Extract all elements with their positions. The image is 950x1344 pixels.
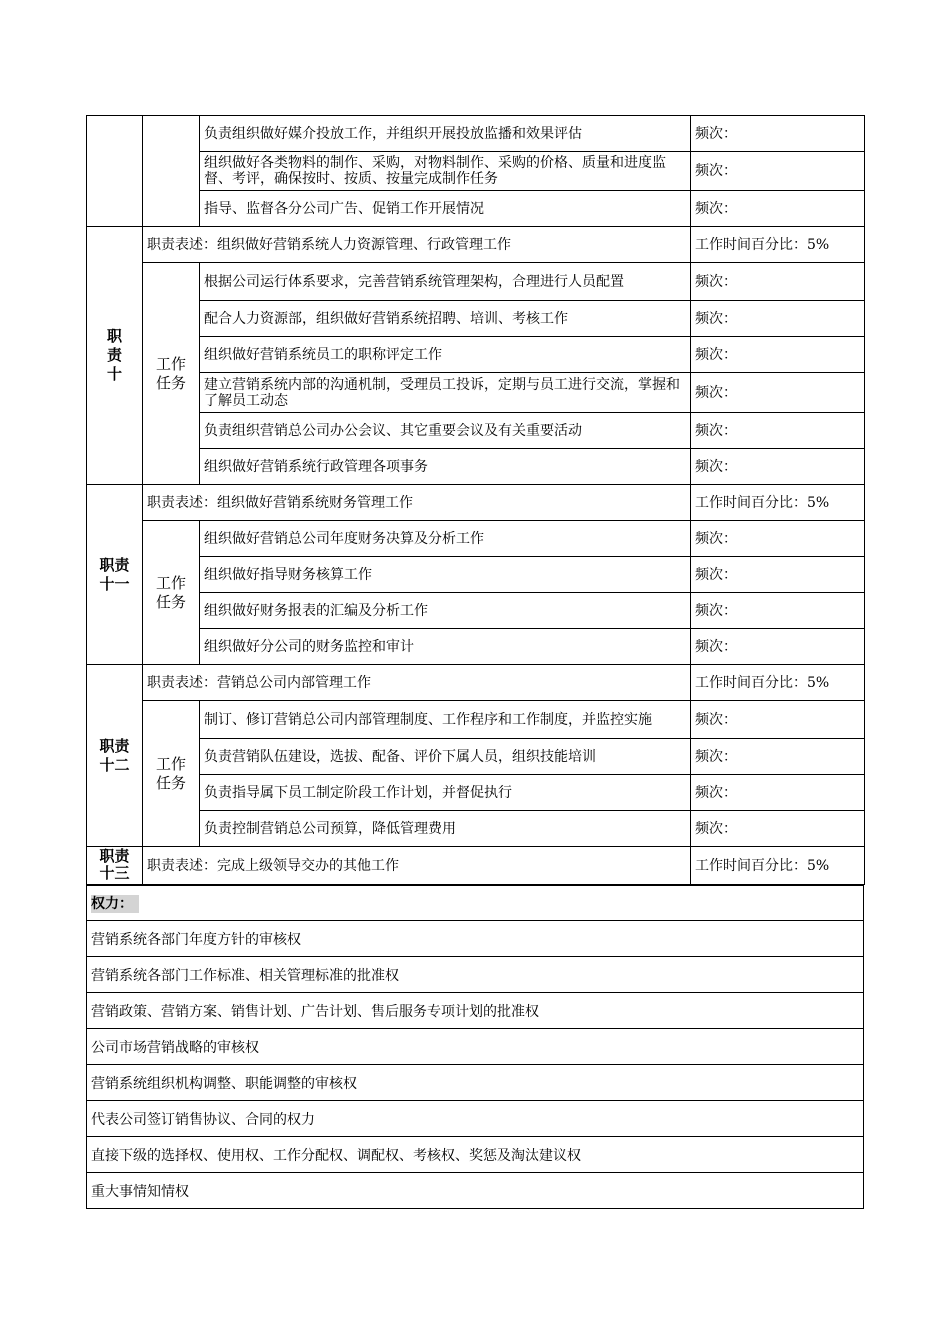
task-text: 组织做好营销系统行政管理各项事务 bbox=[200, 449, 691, 485]
table-row bbox=[87, 485, 865, 521]
table-row bbox=[87, 957, 864, 993]
duty-table bbox=[86, 115, 865, 885]
table-row bbox=[87, 373, 865, 413]
duty-description: 职责表述：营销总公司内部管理工作 bbox=[143, 665, 691, 701]
duty-label-cell bbox=[87, 116, 143, 227]
powers-table bbox=[86, 884, 864, 1209]
work-time-percent: 工作时间百分比：5% bbox=[691, 665, 865, 701]
duty-label bbox=[87, 227, 143, 485]
power-item: 重大事情知情权 bbox=[87, 1173, 864, 1209]
table-row bbox=[87, 847, 865, 885]
task-frequency: 频次： bbox=[691, 811, 865, 847]
task-text: 组织做好营销总公司年度财务决算及分析工作 bbox=[200, 521, 691, 557]
task-label-text: 工作任务 bbox=[155, 754, 186, 792]
table-row bbox=[87, 116, 865, 152]
task-text: 组织做好指导财务核算工作 bbox=[200, 557, 691, 593]
sub-label-cell bbox=[143, 116, 200, 227]
task-frequency: 频次： bbox=[691, 263, 865, 301]
table-row bbox=[87, 263, 865, 301]
task-frequency: 频次： bbox=[691, 701, 865, 739]
task-frequency: 频次： bbox=[691, 301, 865, 337]
table-row bbox=[87, 1065, 864, 1101]
table-row bbox=[87, 775, 865, 811]
powers-heading: 权力： bbox=[91, 895, 139, 913]
task-frequency: 频次： bbox=[691, 775, 865, 811]
job-description-sheet bbox=[86, 115, 864, 1209]
table-row bbox=[87, 557, 865, 593]
power-item: 营销系统各部门年度方针的审核权 bbox=[87, 921, 864, 957]
task-frequency: 频次： bbox=[691, 373, 865, 413]
table-row bbox=[87, 191, 865, 227]
duty-label-text: 职责十二 bbox=[99, 736, 130, 774]
task-text: 负责组织营销总公司办公会议、其它重要会议及有关重要活动 bbox=[200, 413, 691, 449]
table-row bbox=[87, 301, 865, 337]
task-text: 指导、监督各分公司广告、促销工作开展情况 bbox=[200, 191, 691, 227]
duty-description: 职责表述：完成上级领导交办的其他工作 bbox=[143, 847, 691, 885]
task-text: 负责营销队伍建设，选拔、配备、评价下属人员，组织技能培训 bbox=[200, 739, 691, 775]
power-item: 营销系统各部门工作标准、相关管理标准的批准权 bbox=[87, 957, 864, 993]
task-label-text: 工作任务 bbox=[155, 573, 186, 611]
duty-label-text: 职责十一 bbox=[99, 555, 130, 593]
task-label bbox=[143, 521, 200, 665]
task-text: 组织做好各类物料的制作、采购，对物料制作、采购的价格、质量和进度监督、考评，确保按时、按质、按量完成制作任务 bbox=[200, 152, 691, 191]
power-item: 营销政策、营销方案、销售计划、广告计划、售后服务专项计划的批准权 bbox=[87, 993, 864, 1029]
power-item: 代表公司签订销售协议、合同的权力 bbox=[87, 1101, 864, 1137]
task-frequency: 频次： bbox=[691, 116, 865, 152]
task-text: 配合人力资源部，组织做好营销系统招聘、培训、考核工作 bbox=[200, 301, 691, 337]
task-label bbox=[143, 701, 200, 847]
power-item: 直接下级的选择权、使用权、工作分配权、调配权、考核权、奖惩及淘汰建议权 bbox=[87, 1137, 864, 1173]
task-frequency: 频次： bbox=[691, 557, 865, 593]
task-text: 组织做好营销系统员工的职称评定工作 bbox=[200, 337, 691, 373]
task-text: 负责指导属下员工制定阶段工作计划，并督促执行 bbox=[200, 775, 691, 811]
work-time-percent: 工作时间百分比：5% bbox=[691, 485, 865, 521]
task-frequency: 频次： bbox=[691, 337, 865, 373]
table-row bbox=[87, 1137, 864, 1173]
table-row bbox=[87, 152, 865, 191]
task-frequency: 频次： bbox=[691, 629, 865, 665]
task-frequency: 频次： bbox=[691, 191, 865, 227]
table-row bbox=[87, 337, 865, 373]
table-row bbox=[87, 701, 865, 739]
power-item: 营销系统组织机构调整、职能调整的审核权 bbox=[87, 1065, 864, 1101]
table-row bbox=[87, 629, 865, 665]
table-row bbox=[87, 921, 864, 957]
table-row bbox=[87, 739, 865, 775]
task-text: 制订、修订营销总公司内部管理制度、工作程序和工作制度，并监控实施 bbox=[200, 701, 691, 739]
duty-label bbox=[87, 847, 143, 885]
task-frequency: 频次： bbox=[691, 413, 865, 449]
table-row bbox=[87, 993, 864, 1029]
powers-heading-cell bbox=[87, 885, 864, 921]
task-frequency: 频次： bbox=[691, 152, 865, 191]
power-item: 公司市场营销战略的审核权 bbox=[87, 1029, 864, 1065]
task-text: 建立营销系统内部的沟通机制，受理员工投诉，定期与员工进行交流，掌握和了解员工动态 bbox=[200, 373, 691, 413]
task-text: 负责控制营销总公司预算，降低管理费用 bbox=[200, 811, 691, 847]
task-label bbox=[143, 263, 200, 485]
table-row bbox=[87, 593, 865, 629]
task-frequency: 频次： bbox=[691, 739, 865, 775]
table-row bbox=[87, 1173, 864, 1209]
table-row bbox=[87, 413, 865, 449]
table-row bbox=[87, 1101, 864, 1137]
task-frequency: 频次： bbox=[691, 593, 865, 629]
table-row bbox=[87, 665, 865, 701]
duty-label bbox=[87, 485, 143, 665]
table-row bbox=[87, 449, 865, 485]
task-text: 组织做好分公司的财务监控和审计 bbox=[200, 629, 691, 665]
table-row bbox=[87, 885, 864, 921]
table-row bbox=[87, 1029, 864, 1065]
table-row bbox=[87, 227, 865, 263]
table-row bbox=[87, 521, 865, 557]
duty-label bbox=[87, 665, 143, 847]
duty-description: 职责表述：组织做好营销系统财务管理工作 bbox=[143, 485, 691, 521]
task-text: 负责组织做好媒介投放工作，并组织开展投放监播和效果评估 bbox=[200, 116, 691, 152]
task-frequency: 频次： bbox=[691, 449, 865, 485]
work-time-percent: 工作时间百分比：5% bbox=[691, 227, 865, 263]
table-row bbox=[87, 811, 865, 847]
task-label-text: 工作任务 bbox=[155, 354, 186, 392]
duty-label-text: 职责十三 bbox=[99, 847, 130, 882]
duty-label-text: 职责十 bbox=[106, 327, 122, 383]
duty-description: 职责表述：组织做好营销系统人力资源管理、行政管理工作 bbox=[143, 227, 691, 263]
work-time-percent: 工作时间百分比：5% bbox=[691, 847, 865, 885]
task-text: 组织做好财务报表的汇编及分析工作 bbox=[200, 593, 691, 629]
task-text: 根据公司运行体系要求，完善营销系统管理架构，合理进行人员配置 bbox=[200, 263, 691, 301]
task-frequency: 频次： bbox=[691, 521, 865, 557]
